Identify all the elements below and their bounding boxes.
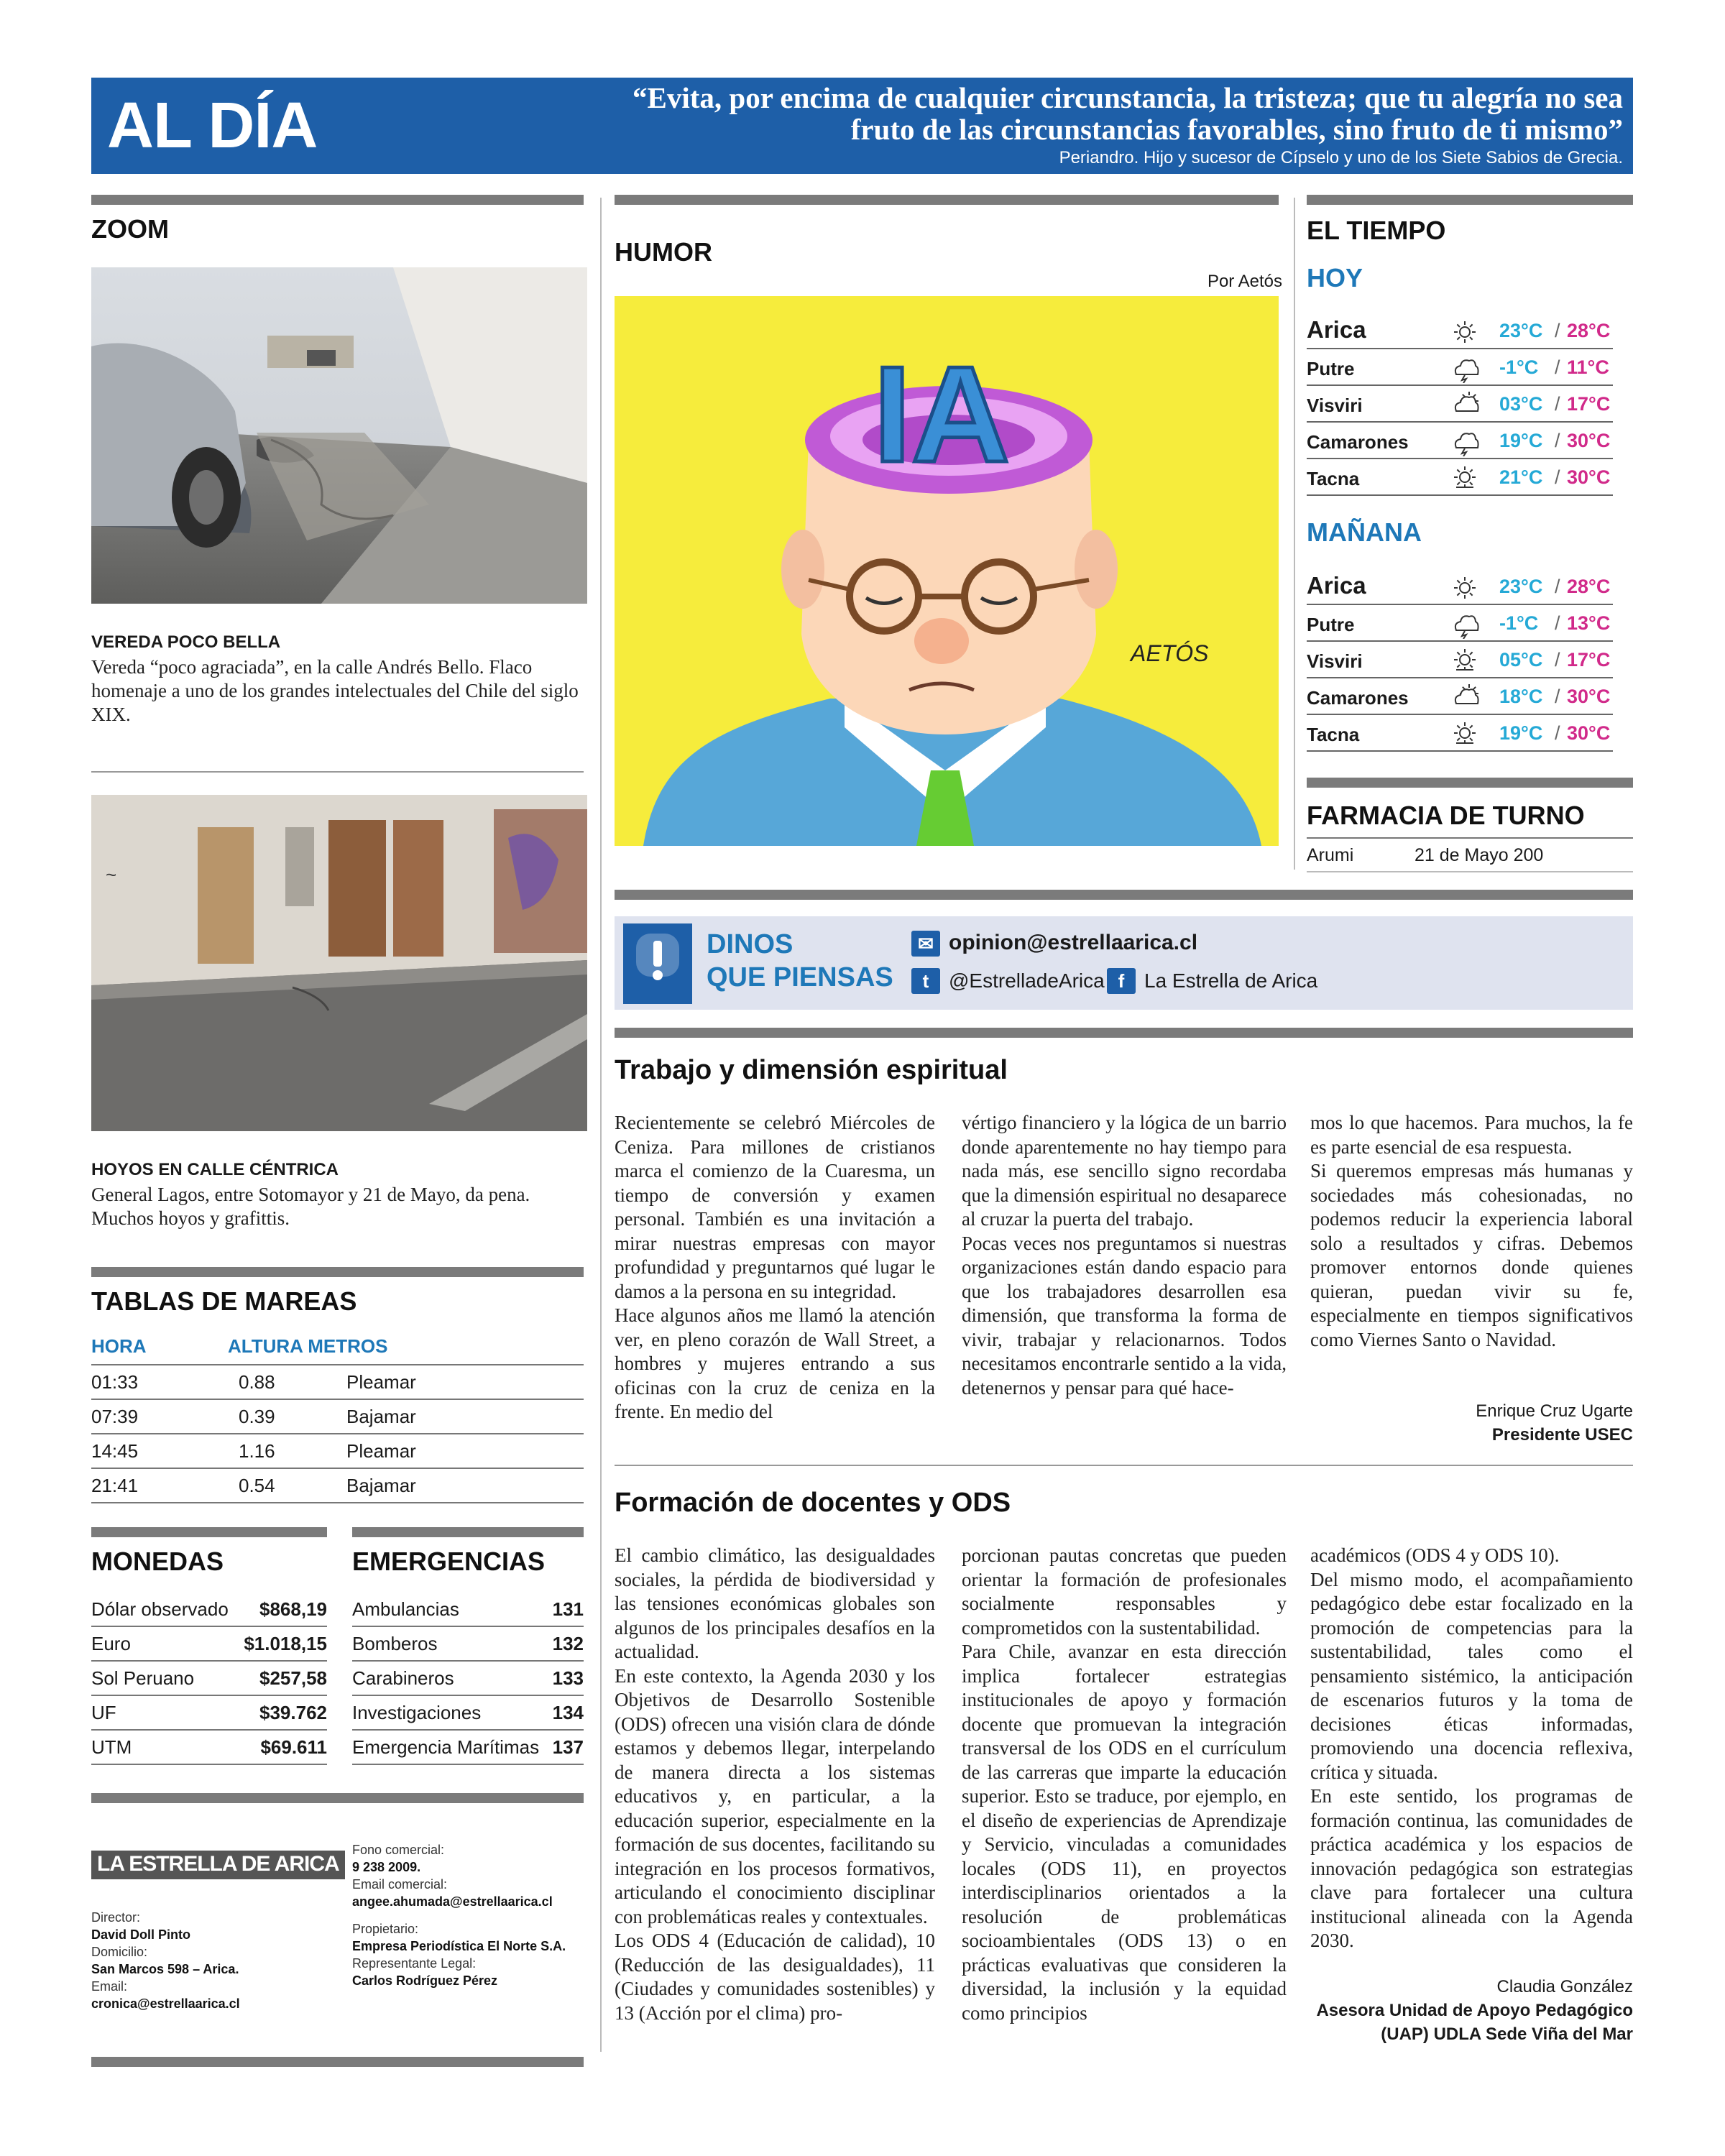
- masthead-logo: LA ESTRELLA DE ARICA: [91, 1851, 345, 1879]
- currency-row-value: $868,19: [259, 1598, 327, 1620]
- weather-low: 21°C: [1499, 466, 1543, 488]
- tide-row: [91, 1469, 584, 1503]
- emergency-row: [352, 1593, 584, 1627]
- prop-value: Empresa Periodística El Norte S.A.: [352, 1939, 566, 1953]
- emergency-row-label: Bomberos: [352, 1633, 438, 1654]
- email-label: Email:: [91, 1979, 128, 1994]
- emergency-row: [352, 1627, 584, 1662]
- section-rule: [615, 1028, 1633, 1038]
- currency-row: [91, 1696, 327, 1731]
- section-rule: [1307, 195, 1633, 205]
- zoom-photo-sidewalk: [91, 267, 587, 604]
- dinos-twitter[interactable]: @EstrelladeArica: [949, 969, 1105, 992]
- director-name: David Doll Pinto: [91, 1927, 191, 1942]
- article2-col1: El cambio climático, las desigualdades sociales, la pérdida de biodiversidad y las tensiones económicas globales son algunos de los principales desafíos en la actualidad. En este contexto, la Agenda 2030 y los Objetivos de Desarrollo Sostenible (ODS) ofrecen una visión clara de dónde estamos y debemos llegar, interpelando de manera directa a los sistemas educativos y, en particular, a la educación superior, especialmente en la formación de sus docentes, facilitando su integración en los procesos formativos, articulando el conocimiento disciplinar con problemáticas reales y contextuales. Los ODS 4 (Educación de calidad), 10 (Reducción de las desigualdades), 11 (Ciudades y comunidades sostenibles) y 13 (Acción por el clima) pro-: [615, 1544, 935, 2024]
- emergency-row-value: 132: [552, 1633, 584, 1654]
- weather-high: 28°C: [1567, 576, 1611, 597]
- tide-tipo: Bajamar: [346, 1475, 416, 1496]
- header-quote-source: Periandro. Hijo y sucesor de Cípselo y uno de los Siete Sabios de Grecia.: [1059, 148, 1623, 167]
- weather-separator: /: [1555, 356, 1560, 378]
- article2-signature: [1316, 1975, 1633, 2046]
- currency-row-label: UF: [91, 1702, 116, 1723]
- zoom-caption-1: Vereda “poco agraciada”, en la calle Andrés Bello. Flaco homenaje a uno de los grandes intelectuales del Chile del siglo XIX.: [91, 656, 579, 725]
- weather-separator: /: [1555, 612, 1560, 634]
- emergency-row-label: Emergencia Marítimas: [352, 1736, 540, 1758]
- emergencias-title: EMERGENCIAS: [352, 1547, 546, 1576]
- pharmacy-name: Arumi: [1307, 845, 1354, 865]
- weather-tomorrow-label: MAÑANA: [1307, 517, 1422, 547]
- tide-altura: 0.88: [239, 1371, 275, 1393]
- sun-icon: [1450, 318, 1479, 345]
- currency-row: [91, 1627, 327, 1662]
- section-rule: [91, 1267, 584, 1277]
- article2-author-role-1: Asesora Unidad de Apoyo Pedagógico: [1316, 2001, 1633, 2020]
- cartoon-signature: AETÓS: [1131, 640, 1209, 666]
- section-rule: [352, 1527, 584, 1537]
- zoom-caption-2: General Lagos, entre Sotomayor y 21 de Mayo, da pena. Muchos hoyos y grafittis.: [91, 1184, 530, 1229]
- tides-col-hora: HORA: [91, 1335, 147, 1357]
- section-rule: [91, 195, 584, 205]
- tide-hora: 07:39: [91, 1406, 139, 1427]
- mail-icon: ✉: [911, 931, 940, 957]
- section-rule: [615, 890, 1633, 900]
- emergency-row-label: Investigaciones: [352, 1702, 482, 1723]
- zoom-caption-title-1: VEREDA POCO BELLA: [91, 632, 281, 652]
- page-header: [91, 78, 1633, 174]
- weather-separator: /: [1555, 649, 1560, 671]
- currency-row-label: UTM: [91, 1736, 132, 1758]
- article1-col2: vértigo financiero y la lógica de un barrio donde aparentemente no hay tiempo para nada más, ese sencillo signo recordaba que la dimensión espiritual no desaparece al cruzar la puerta del trabajo. Pocas veces nos preguntamos si nuestras organizaciones están dando espacio para que los trabajadores desarrollen esa dimensión, que transforma la forma de vivir, trabajar y relacionarnos. Todos necesitamos encontrarle sentido a la vida, detenernos y pensar para qué hace-: [962, 1112, 1287, 1399]
- tide-altura: 0.54: [239, 1475, 275, 1496]
- emergency-row-value: 137: [552, 1736, 584, 1758]
- currency-row-value: $69.611: [260, 1736, 327, 1758]
- weather-row: [1307, 349, 1613, 386]
- article1-title: Trabajo y dimensión espiritual: [615, 1055, 1008, 1085]
- domicilio-value: San Marcos 598 – Arica.: [91, 1962, 239, 1976]
- weather-row: [1307, 302, 1613, 349]
- separator: [1307, 837, 1633, 839]
- zoom-caption-title-2: HOYOS EN CALLE CÉNTRICA: [91, 1160, 339, 1179]
- weather-separator: /: [1555, 722, 1560, 744]
- article2-author-role-2: (UAP) UDLA Sede Viña del Mar: [1381, 2024, 1633, 2044]
- emergency-row: [352, 1731, 584, 1765]
- fono-value: 9 238 2009.: [352, 1860, 421, 1874]
- section-rule: [91, 2057, 584, 2067]
- weather-row: [1307, 423, 1613, 459]
- currency-row-label: Dólar observado: [91, 1598, 229, 1620]
- weather-low: 18°C: [1499, 686, 1543, 707]
- emergency-row-value: 131: [552, 1598, 584, 1620]
- tide-tipo: Bajamar: [346, 1406, 416, 1427]
- section-rule: [91, 1527, 327, 1537]
- article2-col3: académicos (ODS 4 y ODS 10). Del mismo modo, el acompañamiento pedagógico debe estar focalizado en la promoción de competencias para la sustentabilidad, tales como el pensamiento sistémico, la anticipación de escenarios futuros y la toma de decisiones éticas informadas, promoviendo una docencia reflexiva, crítica y situada. En este sentido, los programas de formación continua, las comunidades de práctica académica y los espacios de innovación pedagógica son estrategias clave para fortalecer una cultura institucional alineada con la Agenda 2030.: [1310, 1544, 1633, 1951]
- weather-low: 23°C: [1499, 576, 1543, 597]
- currency-row: [91, 1662, 327, 1696]
- weather-city: Visviri: [1307, 650, 1363, 672]
- header-quote: “Evita, por encima de cualquier circunstancia, la tristeza; que tu alegría no sea fruto de las circunstancias favorables, sino fruto de ti mismo”: [632, 81, 1623, 146]
- tide-tipo: Pleamar: [346, 1440, 416, 1462]
- tide-row: [91, 1434, 584, 1469]
- tide-hora: 01:33: [91, 1371, 139, 1393]
- weather-row: [1307, 386, 1613, 423]
- rep-label: Representante Legal:: [352, 1956, 477, 1971]
- section-brand: AL DÍA: [107, 90, 318, 162]
- weather-high: 30°C: [1567, 686, 1611, 707]
- email-com-label: Email comercial:: [352, 1877, 448, 1892]
- partly-cloudy-icon: [1450, 391, 1479, 418]
- weather-high: 30°C: [1567, 430, 1611, 451]
- weather-separator: /: [1555, 430, 1560, 451]
- tide-altura: 1.16: [239, 1440, 275, 1462]
- weather-separator: /: [1555, 576, 1560, 597]
- emergency-row-label: Ambulancias: [352, 1598, 459, 1620]
- weather-row: [1307, 459, 1613, 496]
- currency-row-value: $257,58: [259, 1667, 327, 1689]
- emergency-row: [352, 1696, 584, 1731]
- weather-title: EL TIEMPO: [1307, 216, 1446, 245]
- tides-col-altura: ALTURA METROS: [228, 1335, 388, 1357]
- emergency-row: [352, 1662, 584, 1696]
- weather-row: [1307, 605, 1613, 642]
- currency-row-label: Sol Peruano: [91, 1667, 195, 1689]
- monedas-title: MONEDAS: [91, 1547, 224, 1576]
- weather-city: Camarones: [1307, 687, 1409, 709]
- dinos-box: [615, 916, 1633, 1010]
- pharmacy-address: 21 de Mayo 200: [1414, 845, 1544, 865]
- article1-signature: [1476, 1399, 1633, 1447]
- weather-row: [1307, 642, 1613, 678]
- weather-low: 19°C: [1499, 722, 1543, 744]
- weather-city: Putre: [1307, 614, 1355, 635]
- section-rule: [1307, 778, 1633, 788]
- separator: [91, 771, 584, 773]
- weather-separator: /: [1555, 393, 1560, 415]
- weather-separator: /: [1555, 466, 1560, 488]
- dinos-email[interactable]: opinion@estrellaarica.cl: [949, 931, 1198, 954]
- tide-tipo: Pleamar: [346, 1371, 416, 1393]
- separator: [615, 1465, 1633, 1466]
- tide-row: [91, 1365, 584, 1400]
- masthead-left: [91, 1909, 328, 2012]
- weather-high: 17°C: [1567, 649, 1611, 671]
- emergency-row-label: Carabineros: [352, 1667, 454, 1689]
- tide-row: [91, 1400, 584, 1434]
- prop-label: Propietario:: [352, 1922, 419, 1936]
- twitter-icon: t: [911, 968, 940, 994]
- dinos-line2: QUE PIENSAS: [707, 962, 893, 992]
- article1-author-role: Presidente USEC: [1491, 1425, 1633, 1445]
- weather-low: 05°C: [1499, 649, 1543, 671]
- tide-hora: 21:41: [91, 1475, 139, 1496]
- facebook-icon: f: [1107, 968, 1136, 994]
- weather-high: 28°C: [1567, 320, 1611, 341]
- director-label: Director:: [91, 1910, 141, 1925]
- weather-city: Tacna: [1307, 468, 1360, 489]
- weather-row: [1307, 558, 1613, 605]
- article2-title: Formación de docentes y ODS: [615, 1488, 1011, 1518]
- column-divider: [1294, 198, 1295, 870]
- separator: [1307, 871, 1633, 872]
- weather-high: 17°C: [1567, 393, 1611, 415]
- weather-city: Tacna: [1307, 724, 1360, 745]
- partly-cloudy-icon: [1450, 683, 1479, 711]
- weather-high: 30°C: [1567, 722, 1611, 744]
- zoom-title: ZOOM: [91, 214, 169, 244]
- weather-city: Putre: [1307, 358, 1355, 379]
- dinos-facebook[interactable]: La Estrella de Arica: [1144, 969, 1318, 992]
- rep-value: Carlos Rodríguez Pérez: [352, 1973, 498, 1988]
- weather-separator: /: [1555, 320, 1560, 341]
- sun-icon: [1450, 573, 1479, 601]
- domicilio-label: Domicilio:: [91, 1945, 148, 1959]
- weather-city: Arica: [1307, 316, 1366, 343]
- hazy-sun-icon: [1450, 647, 1479, 674]
- humor-cartoon: [615, 296, 1279, 846]
- svg-text:~: ~: [106, 864, 117, 885]
- tide-hora: 14:45: [91, 1440, 139, 1462]
- currency-row: [91, 1731, 327, 1765]
- article2-col2: porcionan pautas concretas que pueden orientar la formación de profesionales socialmente responsables y comprometidos con la sustentabilidad. Para Chile, avanzar en esta dirección implica fortalecer estrategias institucionales de apoyo y formación docente que promuevan la integración transversal de los ODS en el currículum de las carreras que imparte la educación superior. Esto se traduce, por ejemplo, en el diseño de experiencias de Aprendizaje y Servicio, vinculadas a comunidades locales (ODS 11), en proyectos interdisciplinarios orientados a la resolución de problemáticas socioambientales (ODS 13) o en prácticas evaluativas que consideren la diversidad, la inclusión y la equidad como principios: [962, 1544, 1287, 2024]
- weather-row: [1307, 678, 1613, 715]
- weather-low: 23°C: [1499, 320, 1543, 341]
- article1-col3: mos lo que hacemos. Para muchos, la fe es parte esencial de esa respuesta. Si queremos empresas más humanas y sociedades más cohesionadas, no podemos reducir la experiencia laboral solo a resultados y cifras. Debemos promover entornos donde quienes quieran, puedan vivir su fe, especialmente en tiempos significativos como Viernes Santo o Navidad.: [1310, 1112, 1633, 1350]
- section-rule: [615, 195, 1279, 205]
- weather-low: -1°C: [1499, 356, 1539, 378]
- weather-city: Visviri: [1307, 395, 1363, 416]
- column-divider: [600, 198, 602, 2052]
- weather-high: 11°C: [1567, 356, 1609, 378]
- humor-title: HUMOR: [615, 237, 712, 267]
- exclamation-icon: [623, 923, 692, 1004]
- storm-cloud-icon: [1450, 610, 1479, 637]
- hazy-sun-icon: [1450, 464, 1479, 492]
- section-rule: [91, 1793, 584, 1803]
- weather-today-label: HOY: [1307, 263, 1363, 292]
- weather-separator: /: [1555, 686, 1560, 707]
- tides-title: TABLAS DE MAREAS: [91, 1286, 357, 1316]
- storm-cloud-icon: [1450, 354, 1479, 382]
- weather-city: Arica: [1307, 572, 1366, 599]
- storm-cloud-icon: [1450, 428, 1479, 455]
- weather-low: 19°C: [1499, 430, 1543, 451]
- hazy-sun-icon: [1450, 720, 1479, 747]
- weather-row: [1307, 715, 1613, 752]
- article1-col1: Recientemente se celebró Miércoles de Ceniza. Para millones de cristianos marca el comienzo de la Cuaresma, un tiempo de conversión y examen personal. También es una invitación a mirar nuestras empresas con mayor profundidad y preguntarnos qué lugar le damos a la persona en su integridad. Hace algunos años me llamó la atención ver, en pleno corazón de Wall Street, a hombres y mujeres entrando a sus oficinas con la cruz de ceniza en la frente. En medio del: [615, 1112, 935, 1422]
- article1-author: Enrique Cruz Ugarte: [1476, 1401, 1633, 1421]
- masthead-right: [352, 1841, 589, 1989]
- currency-row-value: $1.018,15: [244, 1633, 327, 1654]
- weather-low: -1°C: [1499, 612, 1539, 634]
- zoom-photo-potholes: [91, 795, 587, 1131]
- weather-high: 30°C: [1567, 466, 1611, 488]
- humor-credit: Por Aetós: [1207, 272, 1282, 291]
- email-value[interactable]: cronica@estrellaarica.cl: [91, 1996, 240, 2011]
- weather-city: Camarones: [1307, 431, 1409, 453]
- tide-altura: 0.39: [239, 1406, 275, 1427]
- emergency-row-value: 133: [552, 1667, 584, 1689]
- dinos-line1: DINOS: [707, 929, 794, 959]
- emergency-row-value: 134: [552, 1702, 584, 1723]
- pharmacy-title: FARMACIA DE TURNO: [1307, 801, 1585, 830]
- currency-row: [91, 1593, 327, 1627]
- article2-author: Claudia González: [1496, 1977, 1633, 1996]
- fono-label: Fono comercial:: [352, 1843, 445, 1857]
- currency-row-value: $39.762: [259, 1702, 327, 1723]
- cartoon-text: IA: [873, 338, 1010, 491]
- currency-row-label: Euro: [91, 1633, 131, 1654]
- weather-low: 03°C: [1499, 393, 1543, 415]
- weather-high: 13°C: [1567, 612, 1611, 634]
- email-com-value[interactable]: angee.ahumada@estrellaarica.cl: [352, 1894, 553, 1909]
